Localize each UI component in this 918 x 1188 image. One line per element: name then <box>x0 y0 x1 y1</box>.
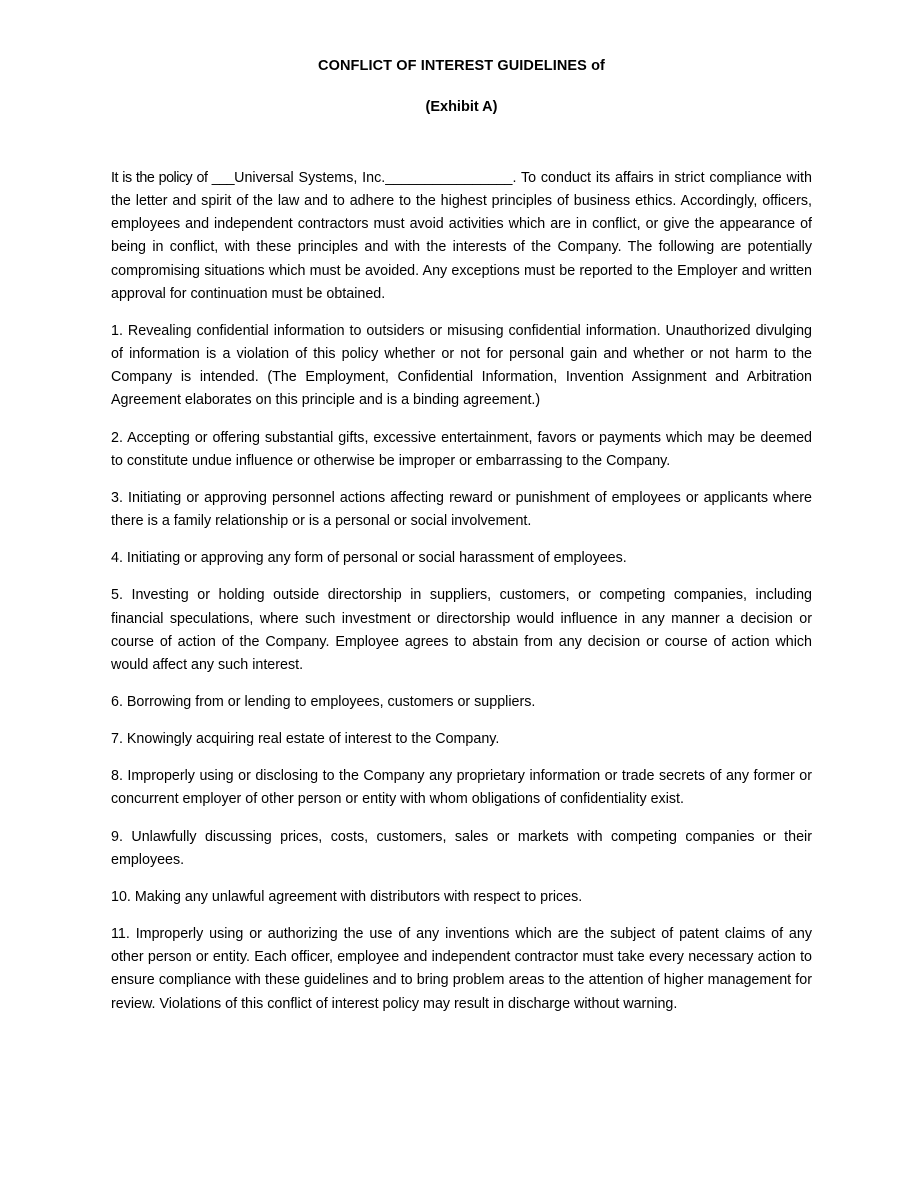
list-item: 2. Accepting or offering substantial gifts, excessive entertainment, favors or payments which may be deemed to constitute undue influence or otherwise be improper or embarrassing to the Company. <box>111 429 812 469</box>
list-item: 3. Initiating or approving personnel actions affecting reward or punishment of employees or applicants where there is a family relationship or is a personal or social involvement. <box>111 489 812 530</box>
intro-rest-text: . To conduct its affairs in strict compliance with the letter and spirit of the law and to adhere to the highest principles of business ethics. Accordingly, officers, employees and independent contractors must avoid activities which are in conflict, or give the appearance of being in conflict, with these principles and with the interests of the Company. The following are potentially compromising situations which must be avoided. Any exceptions must be reported to the Employer and written approval for continuation must be obtained. <box>111 170 812 302</box>
list-item: 7. Knowingly acquiring real estate of interest to the Company. <box>111 731 500 748</box>
list-item: 1. Revealing confidential information to outsiders or misusing confidential information. Unauthorized divulging of information is a violation of this policy whether or not for personal gain and whether or not harm to the Company is intended. (The Employment, Confidential Information, Invention Assignment and Arbitration Agreement elaborates on this principle and is a binding agreement.) <box>111 322 812 409</box>
intro-lead-text: It is the policy of ___ <box>111 170 235 186</box>
intro-paragraph <box>111 167 812 306</box>
page-subtitle: (Exhibit A) <box>425 99 498 115</box>
page-title: CONFLICT OF INTEREST GUIDELINES of <box>318 58 605 74</box>
list-item: 4. Initiating or approving any form of personal or social harassment of employees. <box>111 550 627 567</box>
company-name-field: Universal Systems, Inc. <box>234 170 386 186</box>
list-item: 9. Unlawfully discussing prices, costs, customers, sales or markets with competing companies or their employees. <box>111 828 812 868</box>
list-item: 11. Improperly using or authorizing the use of any inventions which are the subject of patent claims of any other person or entity. Each officer, employee and independent contractor must take every necessary action to ensure compliance with these guidelines and to bring problem areas to the attention of higher management for review. Violations of this conflict of interest policy may result in discharge without warning. <box>111 926 812 1012</box>
list-item: 5. Investing or holding outside directorship in suppliers, customers, or competing companies, including financial speculations, where such investment or directorship would influence in any manner a decision or course of action of the Company. Employee agrees to abstain from any decision or course of action which would affect any such interest. <box>111 587 812 673</box>
list-item: 6. Borrowing from or lending to employees, customers or suppliers. <box>111 693 536 710</box>
list-item: 8. Improperly using or disclosing to the Company any proprietary information or trade secrets of any former or concurrent employer of other person or entity with whom obligations of confidentiality exist. <box>111 768 812 808</box>
intro-blank-line: ________________ <box>385 170 513 186</box>
list-item: 10. Making any unlawful agreement with distributors with respect to prices. <box>111 888 583 905</box>
document-body <box>111 115 812 1016</box>
